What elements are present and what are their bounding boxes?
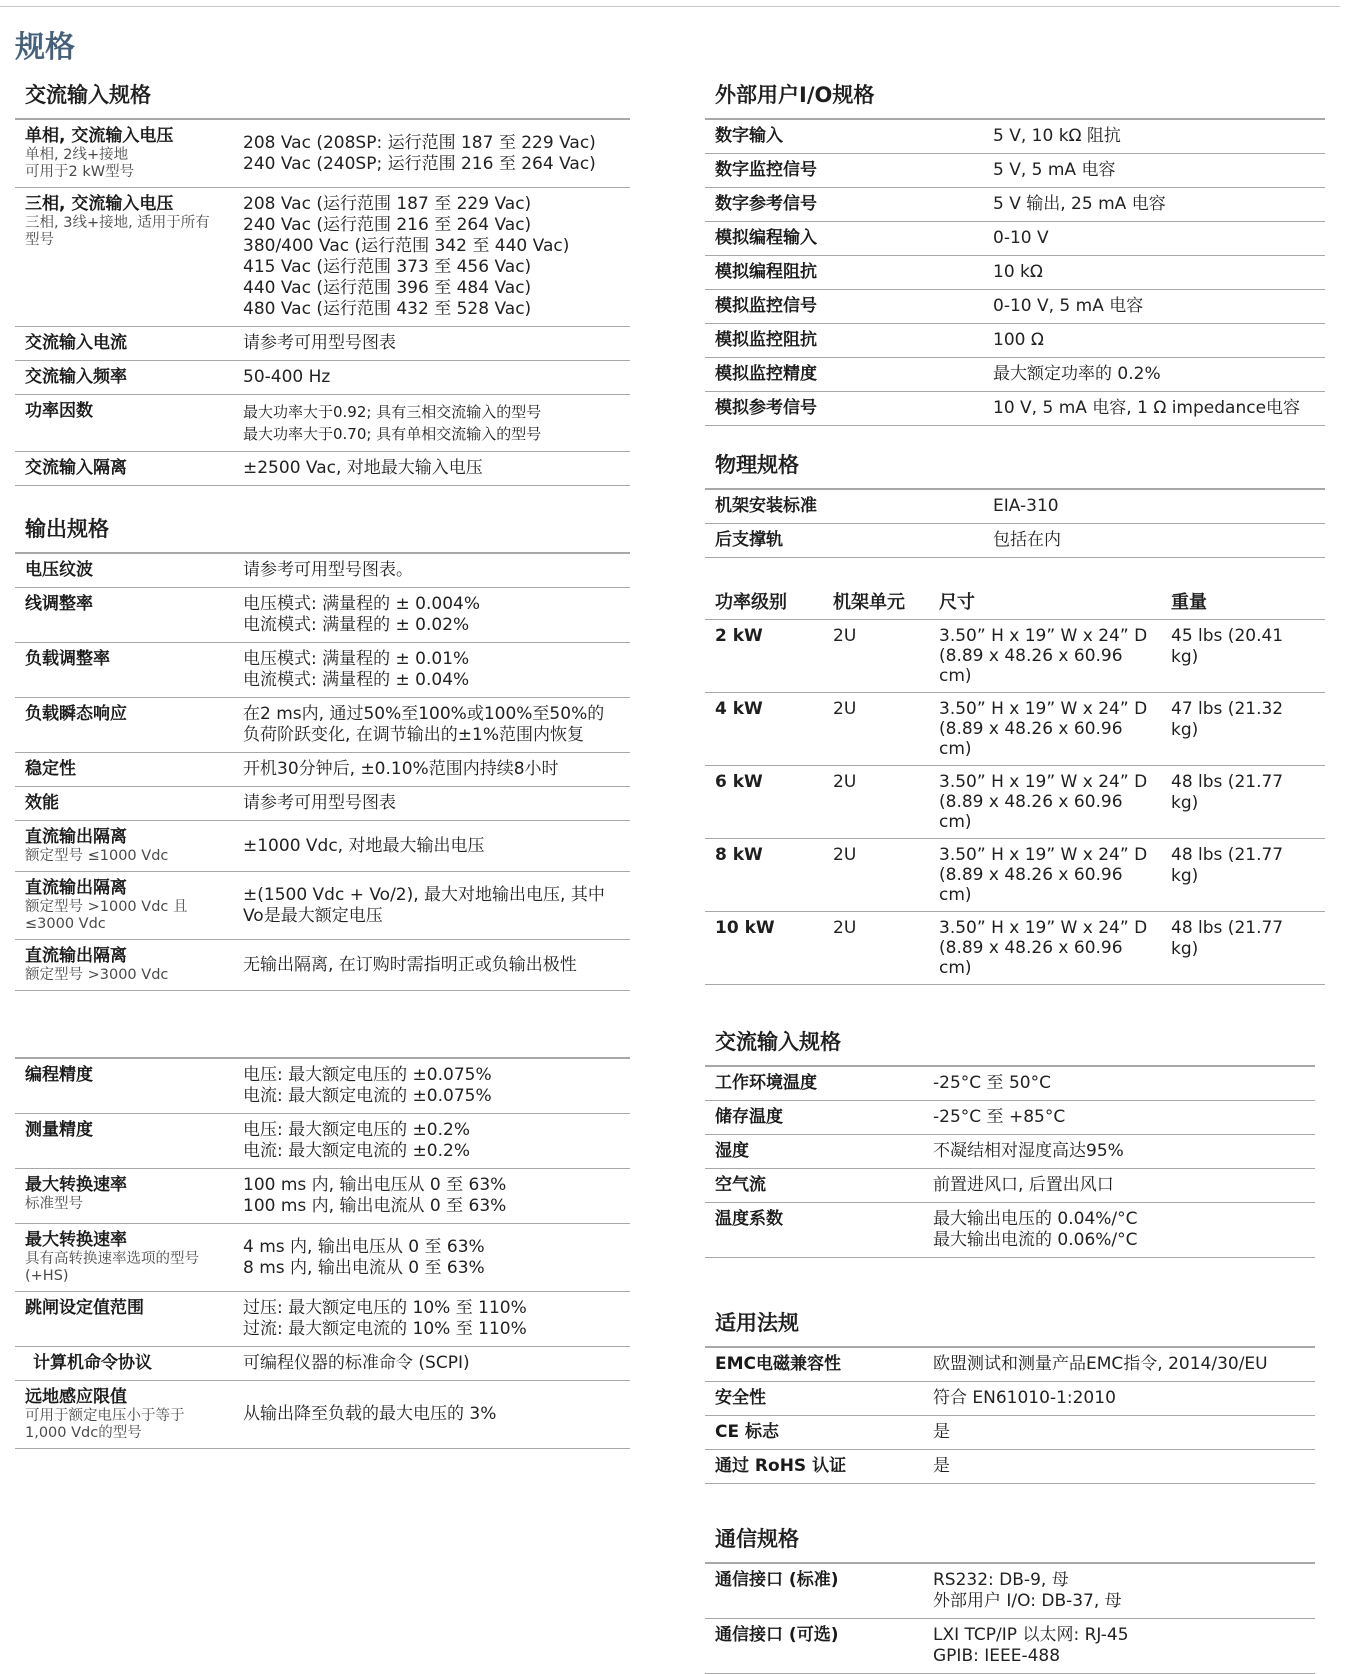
spec-sublabel: 额定型号 ≤1000 Vdc <box>25 848 169 864</box>
spec-value: 5 V 输出, 25 mA 电容 <box>983 188 1325 222</box>
table-row <box>15 1347 630 1381</box>
table-row <box>15 395 630 452</box>
section-title-environment: 交流输入规格 <box>715 1030 841 1054</box>
spec-value: ±(1500 Vdc + Vo/2), 最大对地输出电压, 其中Vo是最大额定电压 <box>233 872 630 940</box>
spec-value: 50-400 Hz <box>233 361 630 395</box>
spec-value: 欧盟测试和测量产品EMC指令, 2014/30/EU <box>923 1347 1315 1382</box>
spec-label: 模拟编程阻抗 <box>705 256 983 290</box>
spec-label: 通过 RoHS 认证 <box>705 1450 923 1484</box>
table-row <box>15 1169 630 1224</box>
spec-value: 0-10 V, 5 mA 电容 <box>983 290 1325 324</box>
table-row <box>705 839 1325 912</box>
left-column <box>15 80 630 1449</box>
spec-value: 前置进风口, 后置出风口 <box>923 1169 1315 1203</box>
spec-label: 远地感应限值 可用于额定电压小于等于1,000 Vdc的型号 <box>15 1381 233 1449</box>
spec-label: EMC电磁兼容性 <box>705 1347 923 1382</box>
spec-sublabel: 三相, 3线+接地, 适用于所有型号 <box>25 215 210 248</box>
spec-label: 效能 <box>15 787 233 821</box>
spec-value: 从输出降至负载的最大电压的 3% <box>233 1381 630 1449</box>
cell-size: 3.50” H x 19” W x 24” D (8.89 x 48.26 x 60.96 cm) <box>929 693 1161 766</box>
ac-input-table <box>15 118 630 486</box>
spec-value: 208 Vac (208SP: 运行范围 187 至 229 Vac) 240 Vac (240SP; 运行范围 216 至 264 Vac) <box>233 119 630 188</box>
cell-weight: 48 lbs (21.77 kg) <box>1161 912 1325 985</box>
table-row <box>705 1101 1315 1135</box>
spec-value: -25°C 至 +85°C <box>923 1101 1315 1135</box>
table-row <box>705 1416 1315 1450</box>
spec-label: 模拟参考信号 <box>705 392 983 426</box>
table-row <box>705 188 1325 222</box>
spec-label: 电压纹波 <box>15 553 233 588</box>
table-row <box>15 1114 630 1169</box>
header-power: 功率级别 <box>705 586 823 620</box>
spec-label: 三相, 交流输入电压 三相, 3线+接地, 适用于所有型号 <box>15 188 233 327</box>
spec-value: 开机30分钟后, ±0.10%范围内持续8小时 <box>233 753 630 787</box>
spec-value: 无输出隔离, 在订购时需指明正或负输出极性 <box>233 940 630 991</box>
section-title-physical: 物理规格 <box>715 453 799 477</box>
table-row <box>705 524 1325 558</box>
cell-size: 3.50” H x 19” W x 24” D (8.89 x 48.26 x 60.96 cm) <box>929 620 1161 693</box>
environment-table <box>705 1065 1315 1258</box>
spec-value: 符合 EN61010-1:2010 <box>923 1382 1315 1416</box>
cell-rack: 2U <box>823 839 929 912</box>
spec-value: 电压: 最大额定电压的 ±0.2% 电流: 最大额定电流的 ±0.2% <box>233 1114 630 1169</box>
cell-power: 2 kW <box>705 620 823 693</box>
spec-label: 模拟监控阻抗 <box>705 324 983 358</box>
spec-value: 5 V, 10 kΩ 阻抗 <box>983 119 1325 154</box>
spec-value: 4 ms 内, 输出电压从 0 至 63% 8 ms 内, 输出电流从 0 至 63% <box>233 1224 630 1292</box>
table-row <box>705 154 1325 188</box>
spec-value: 10 V, 5 mA 电容, 1 Ω impedance电容 <box>983 392 1325 426</box>
table-row <box>705 766 1325 839</box>
spec-label: 机架安装标准 <box>705 489 983 524</box>
spec-label: 后支撑轨 <box>705 524 983 558</box>
spec-value: 最大输出电压的 0.04%/°C 最大输出电流的 0.06%/°C <box>923 1203 1315 1258</box>
cell-size: 3.50” H x 19” W x 24” D (8.89 x 48.26 x 60.96 cm) <box>929 912 1161 985</box>
cell-weight: 48 lbs (21.77 kg) <box>1161 839 1325 912</box>
table-row <box>15 821 630 872</box>
cell-rack: 2U <box>823 693 929 766</box>
spec-label: 工作环境温度 <box>705 1066 923 1101</box>
spec-value: 0-10 V <box>983 222 1325 256</box>
section-title-regulations: 适用法规 <box>715 1311 799 1335</box>
spec-label: 通信接口 (可选) <box>705 1619 923 1674</box>
spec-value: 过压: 最大额定电压的 10% 至 110% 过流: 最大额定电流的 10% 至 110% <box>233 1292 630 1347</box>
top-rule <box>0 6 1340 7</box>
spec-value: 电压: 最大额定电压的 ±0.075% 电流: 最大额定电流的 ±0.075% <box>233 1058 630 1114</box>
spec-value: 电压模式: 满量程的 ± 0.01% 电流模式: 满量程的 ± 0.04% <box>233 643 630 698</box>
physical-table <box>705 488 1325 558</box>
spec-label: 直流输出隔离 额定型号 >1000 Vdc 且 ≤3000 Vdc <box>15 872 233 940</box>
spec-sublabel: 额定型号 >3000 Vdc <box>25 967 169 983</box>
cell-power: 8 kW <box>705 839 823 912</box>
table-row <box>15 452 630 486</box>
spec-sublabel: 标准型号 <box>25 1196 83 1212</box>
spec-label: 直流输出隔离 额定型号 >3000 Vdc <box>15 940 233 991</box>
table-row <box>705 1066 1315 1101</box>
spec-label: 编程精度 <box>15 1058 233 1114</box>
spec-value: 电压模式: 满量程的 ± 0.004% 电流模式: 满量程的 ± 0.02% <box>233 588 630 643</box>
header-size: 尺寸 <box>929 586 1161 620</box>
spec-label: 计算机命令协议 <box>15 1347 233 1381</box>
cell-power: 6 kW <box>705 766 823 839</box>
spec-value: 最大功率大于0.92; 具有三相交流输入的型号 最大功率大于0.70; 具有单相交流输入的型号 <box>233 395 630 452</box>
spec-label: 数字参考信号 <box>705 188 983 222</box>
table-row <box>15 119 630 188</box>
table-row <box>15 553 630 588</box>
spec-value: 请参考可用型号图表 <box>233 327 630 361</box>
section-title-ac-input: 交流输入规格 <box>25 83 151 107</box>
spec-value: 最大额定功率的 0.2% <box>983 358 1325 392</box>
spec-value: 100 ms 内, 输出电压从 0 至 63% 100 ms 内, 输出电流从 0 至 63% <box>233 1169 630 1224</box>
spec-value: 可编程仪器的标准命令 (SCPI) <box>233 1347 630 1381</box>
table-row <box>705 119 1325 154</box>
table-row <box>705 693 1325 766</box>
table-row <box>705 358 1325 392</box>
table-row <box>705 489 1325 524</box>
table-row <box>15 1381 630 1449</box>
spec-value: 不凝结相对湿度高达95% <box>923 1135 1315 1169</box>
spec-label: 模拟编程输入 <box>705 222 983 256</box>
spec-label: 最大转换速率 标准型号 <box>15 1169 233 1224</box>
spec-value: 在2 ms内, 通过50%至100%或100%至50%的负荷阶跃变化, 在调节输出的±1%范围内恢复 <box>233 698 630 753</box>
spec-value: 是 <box>923 1416 1315 1450</box>
table-row <box>15 872 630 940</box>
spec-label: 模拟监控信号 <box>705 290 983 324</box>
table-row <box>705 1135 1315 1169</box>
dimensions-table <box>705 586 1325 985</box>
table-row <box>705 912 1325 985</box>
spec-value: 10 kΩ <box>983 256 1325 290</box>
table-row <box>15 787 630 821</box>
table-row <box>15 188 630 327</box>
cell-power: 4 kW <box>705 693 823 766</box>
spec-value: EIA-310 <box>983 489 1325 524</box>
table-row <box>15 1058 630 1114</box>
table-row <box>15 753 630 787</box>
regulations-table <box>705 1346 1315 1484</box>
spec-label: 交流输入频率 <box>15 361 233 395</box>
cell-power: 10 kW <box>705 912 823 985</box>
spec-sublabel: 额定型号 >1000 Vdc 且 ≤3000 Vdc <box>25 899 188 932</box>
spec-label: 跳闸设定值范围 <box>15 1292 233 1347</box>
table-row <box>705 222 1325 256</box>
table-row <box>705 1450 1315 1484</box>
table-row <box>705 1382 1315 1416</box>
table-row <box>15 327 630 361</box>
cell-weight: 45 lbs (20.41 kg) <box>1161 620 1325 693</box>
spec-label: 测量精度 <box>15 1114 233 1169</box>
table-row <box>705 290 1325 324</box>
table-row <box>705 1203 1315 1258</box>
table-row <box>15 588 630 643</box>
table-row <box>15 361 630 395</box>
header-weight: 重量 <box>1161 586 1325 620</box>
table-row <box>705 1169 1315 1203</box>
table-row <box>705 392 1325 426</box>
spec-label: 负载瞬态响应 <box>15 698 233 753</box>
spec-value: 208 Vac (运行范围 187 至 229 Vac) 240 Vac (运行范围 216 至 264 Vac) 380/400 Vac (运行范围 342 至 440 Vac) 415 Vac (运行范围 373 至 456 Vac) 440 Vac (运行范围 396 至 484 Vac) 480 Vac (运行范围 432 至 528 Vac) <box>233 188 630 327</box>
spec-value: 5 V, 5 mA 电容 <box>983 154 1325 188</box>
cell-rack: 2U <box>823 766 929 839</box>
page-title: 规格 <box>15 30 75 65</box>
spec-label: 交流输入隔离 <box>15 452 233 486</box>
table-row <box>15 643 630 698</box>
dimensions-header-row <box>705 586 1325 620</box>
spec-label: 湿度 <box>705 1135 923 1169</box>
spec-label: 功率因数 <box>15 395 233 452</box>
output-table <box>15 552 630 991</box>
section-title-communication: 通信规格 <box>715 1527 799 1551</box>
spec-label: 直流输出隔离 额定型号 ≤1000 Vdc <box>15 821 233 872</box>
table-row <box>705 1347 1315 1382</box>
table-row <box>15 940 630 991</box>
spec-label: 线调整率 <box>15 588 233 643</box>
spec-label: 模拟监控精度 <box>705 358 983 392</box>
spec-sublabel: 可用于额定电压小于等于1,000 Vdc的型号 <box>25 1408 185 1441</box>
cell-rack: 2U <box>823 620 929 693</box>
section-title-output: 输出规格 <box>25 517 109 541</box>
table-row <box>705 324 1325 358</box>
cell-weight: 47 lbs (21.32 kg) <box>1161 693 1325 766</box>
spec-label: 空气流 <box>705 1169 923 1203</box>
communication-table <box>705 1562 1315 1674</box>
io-table <box>705 118 1325 426</box>
cell-size: 3.50” H x 19” W x 24” D (8.89 x 48.26 x 60.96 cm) <box>929 839 1161 912</box>
table-row <box>705 620 1325 693</box>
section-title-io: 外部用户I/O规格 <box>715 83 875 107</box>
spec-label: CE 标志 <box>705 1416 923 1450</box>
spec-label: 数字输入 <box>705 119 983 154</box>
table-row <box>705 1563 1315 1619</box>
accuracy-table <box>15 1057 630 1449</box>
table-row <box>15 698 630 753</box>
cell-size: 3.50” H x 19” W x 24” D (8.89 x 48.26 x 60.96 cm) <box>929 766 1161 839</box>
spec-label: 稳定性 <box>15 753 233 787</box>
spec-label: 负载调整率 <box>15 643 233 698</box>
spec-label: 通信接口 (标准) <box>705 1563 923 1619</box>
spec-sublabel: 可用于2 kW型号 <box>25 164 135 180</box>
header-rack: 机架单元 <box>823 586 929 620</box>
spec-label: 最大转换速率 具有高转换速率选项的型号 (+HS) <box>15 1224 233 1292</box>
spec-label: 交流输入电流 <box>15 327 233 361</box>
spec-value: ±1000 Vdc, 对地最大输出电压 <box>233 821 630 872</box>
spec-value: 包括在内 <box>983 524 1325 558</box>
right-column <box>705 80 1325 1674</box>
spec-value: 请参考可用型号图表。 <box>233 553 630 588</box>
spec-value: 是 <box>923 1450 1315 1484</box>
spec-sublabel: 单相, 2线+接地 <box>25 147 129 163</box>
table-row <box>15 1224 630 1292</box>
spec-label: 数字监控信号 <box>705 154 983 188</box>
table-row <box>705 1619 1315 1674</box>
cell-rack: 2U <box>823 912 929 985</box>
spec-value: RS232: DB-9, 母 外部用户 I/O: DB-37, 母 <box>923 1563 1315 1619</box>
table-row <box>705 256 1325 290</box>
spec-value: -25°C 至 50°C <box>923 1066 1315 1101</box>
spec-value: 100 Ω <box>983 324 1325 358</box>
cell-weight: 48 lbs (21.77 kg) <box>1161 766 1325 839</box>
spec-value: ±2500 Vac, 对地最大输入电压 <box>233 452 630 486</box>
table-row <box>15 1292 630 1347</box>
spec-label: 安全性 <box>705 1382 923 1416</box>
spec-label: 单相, 交流输入电压 单相, 2线+接地 可用于2 kW型号 <box>15 119 233 188</box>
spec-label: 温度系数 <box>705 1203 923 1258</box>
spec-label: 储存温度 <box>705 1101 923 1135</box>
spec-sublabel: 具有高转换速率选项的型号 (+HS) <box>25 1251 199 1284</box>
spec-value: 请参考可用型号图表 <box>233 787 630 821</box>
spec-value: LXI TCP/IP 以太网: RJ-45 GPIB: IEEE-488 <box>923 1619 1315 1674</box>
